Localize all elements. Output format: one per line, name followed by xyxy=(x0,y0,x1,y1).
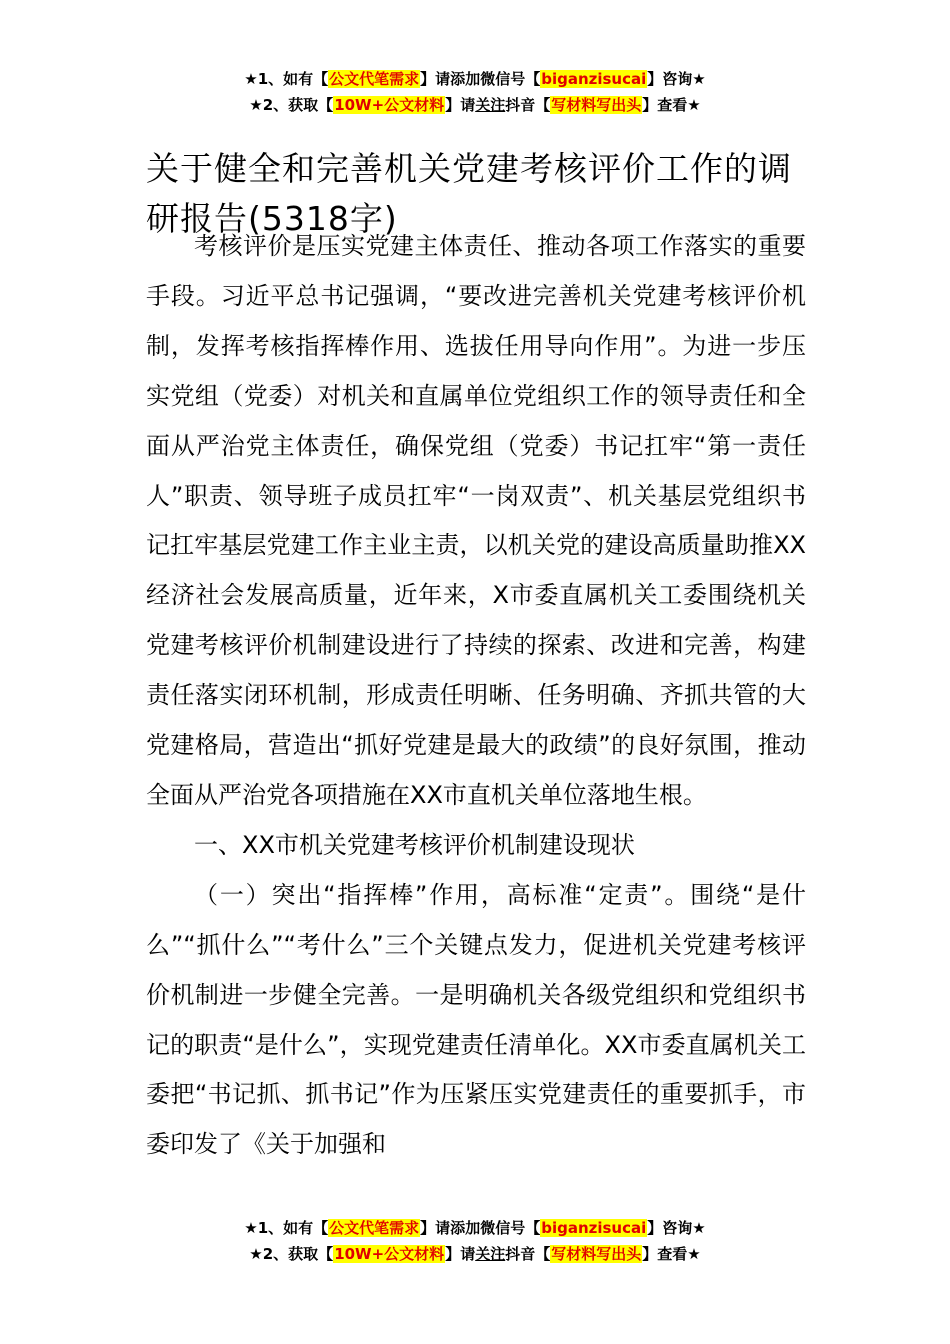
document-title: 关于健全和完善机关党建考核评价工作的调研报告(5318字) xyxy=(146,149,792,239)
document-body xyxy=(146,222,806,1170)
banner-text: 加 xyxy=(465,70,481,88)
banner-highlight-douyin: 写材料写出头 xyxy=(551,96,642,114)
top-banner xyxy=(0,66,950,118)
banner-text: ★2、获取【 xyxy=(249,1245,334,1263)
banner-text: 】查看★ xyxy=(642,1245,701,1263)
bottom-banner xyxy=(0,1215,950,1267)
banner-text: ★1、如有【 xyxy=(244,1219,329,1237)
banner-text-underlined: 关注 xyxy=(475,1245,506,1263)
banner-text: 】请 xyxy=(445,96,476,114)
banner-text: 抖音【 xyxy=(505,1245,551,1263)
banner-line-2 xyxy=(0,1241,950,1267)
banner-highlight-ghostwriting: 公文代笔需求 xyxy=(329,70,420,88)
banner-highlight-materials: 10W+公文材料 xyxy=(334,1245,445,1263)
banner-line-2 xyxy=(0,92,950,118)
section-heading: 一、XX市机关党建考核评价机制建设现状 xyxy=(194,830,635,859)
banner-text: 】请添 xyxy=(420,1219,466,1237)
banner-line-1 xyxy=(0,66,950,92)
banner-text: 】请 xyxy=(445,1245,476,1263)
banner-text: 加 xyxy=(465,1219,481,1237)
banner-highlight-douyin: 写材料写出头 xyxy=(551,1245,642,1263)
banner-text: 微信号【 xyxy=(480,70,541,88)
banner-text: 】查看★ xyxy=(642,96,701,114)
banner-highlight-wechat-id: biganzisucai xyxy=(541,70,647,88)
banner-text: 】咨询★ xyxy=(647,70,706,88)
banner-text: 】请添 xyxy=(420,70,466,88)
banner-highlight-materials: 10W+公文材料 xyxy=(334,96,445,114)
banner-highlight-ghostwriting: 公文代笔需求 xyxy=(329,1219,420,1237)
paragraph-section-1: （一）突出“指挥棒”作用，高标准“定责”。围绕“是什么”“抓什么”“考什么”三个关键点发力，促进机关党建考核评价机制进一步健全完善。一是明确机关各级党组织和党组织书记的职责“是什么”，实现党建责任清单化。XX市委直属机关工委把“书记抓、抓书记”作为压紧压实党建责任的重要抓手，市委印发了《关于加强和 xyxy=(146,880,806,1159)
banner-text: ★1、如有【 xyxy=(244,70,329,88)
paragraph-intro: 考核评价是压实党建主体责任、推动各项工作落实的重要手段。习近平总书记强调，“要改进完善机关党建考核评价机制，发挥考核指挥棒作用、选拔任用导向作用”。为进一步压实党组（党委）对机关和直属单位党组织工作的领导责任和全面从严治党主体责任，确保党组（党委）书记扛牢“第一责任人”职责、领导班子成员扛牢“一岗双责”、机关基层党组织书记扛牢基层党建工作主业主责，以机关党的建设高质量助推XX经济社会发展高质量，近年来，X市委直属机关工委围绕机关党建考核评价机制建设进行了持续的探索、改进和完善，构建责任落实闭环机制，形成责任明晰、任务明确、齐抓共管的大党建格局，营造出“抓好党建是最大的政绩”的良好氛围，推动全面从严治党各项措施在XX市直机关单位落地生根。 xyxy=(146,232,806,809)
banner-text: 】咨询★ xyxy=(647,1219,706,1237)
banner-text: ★2、获取【 xyxy=(249,96,334,114)
banner-line-1 xyxy=(0,1215,950,1241)
banner-text-underlined: 关注 xyxy=(475,96,506,114)
banner-text: 微信号【 xyxy=(480,1219,541,1237)
banner-highlight-wechat-id: biganzisucai xyxy=(541,1219,647,1237)
banner-text: 抖音【 xyxy=(505,96,551,114)
